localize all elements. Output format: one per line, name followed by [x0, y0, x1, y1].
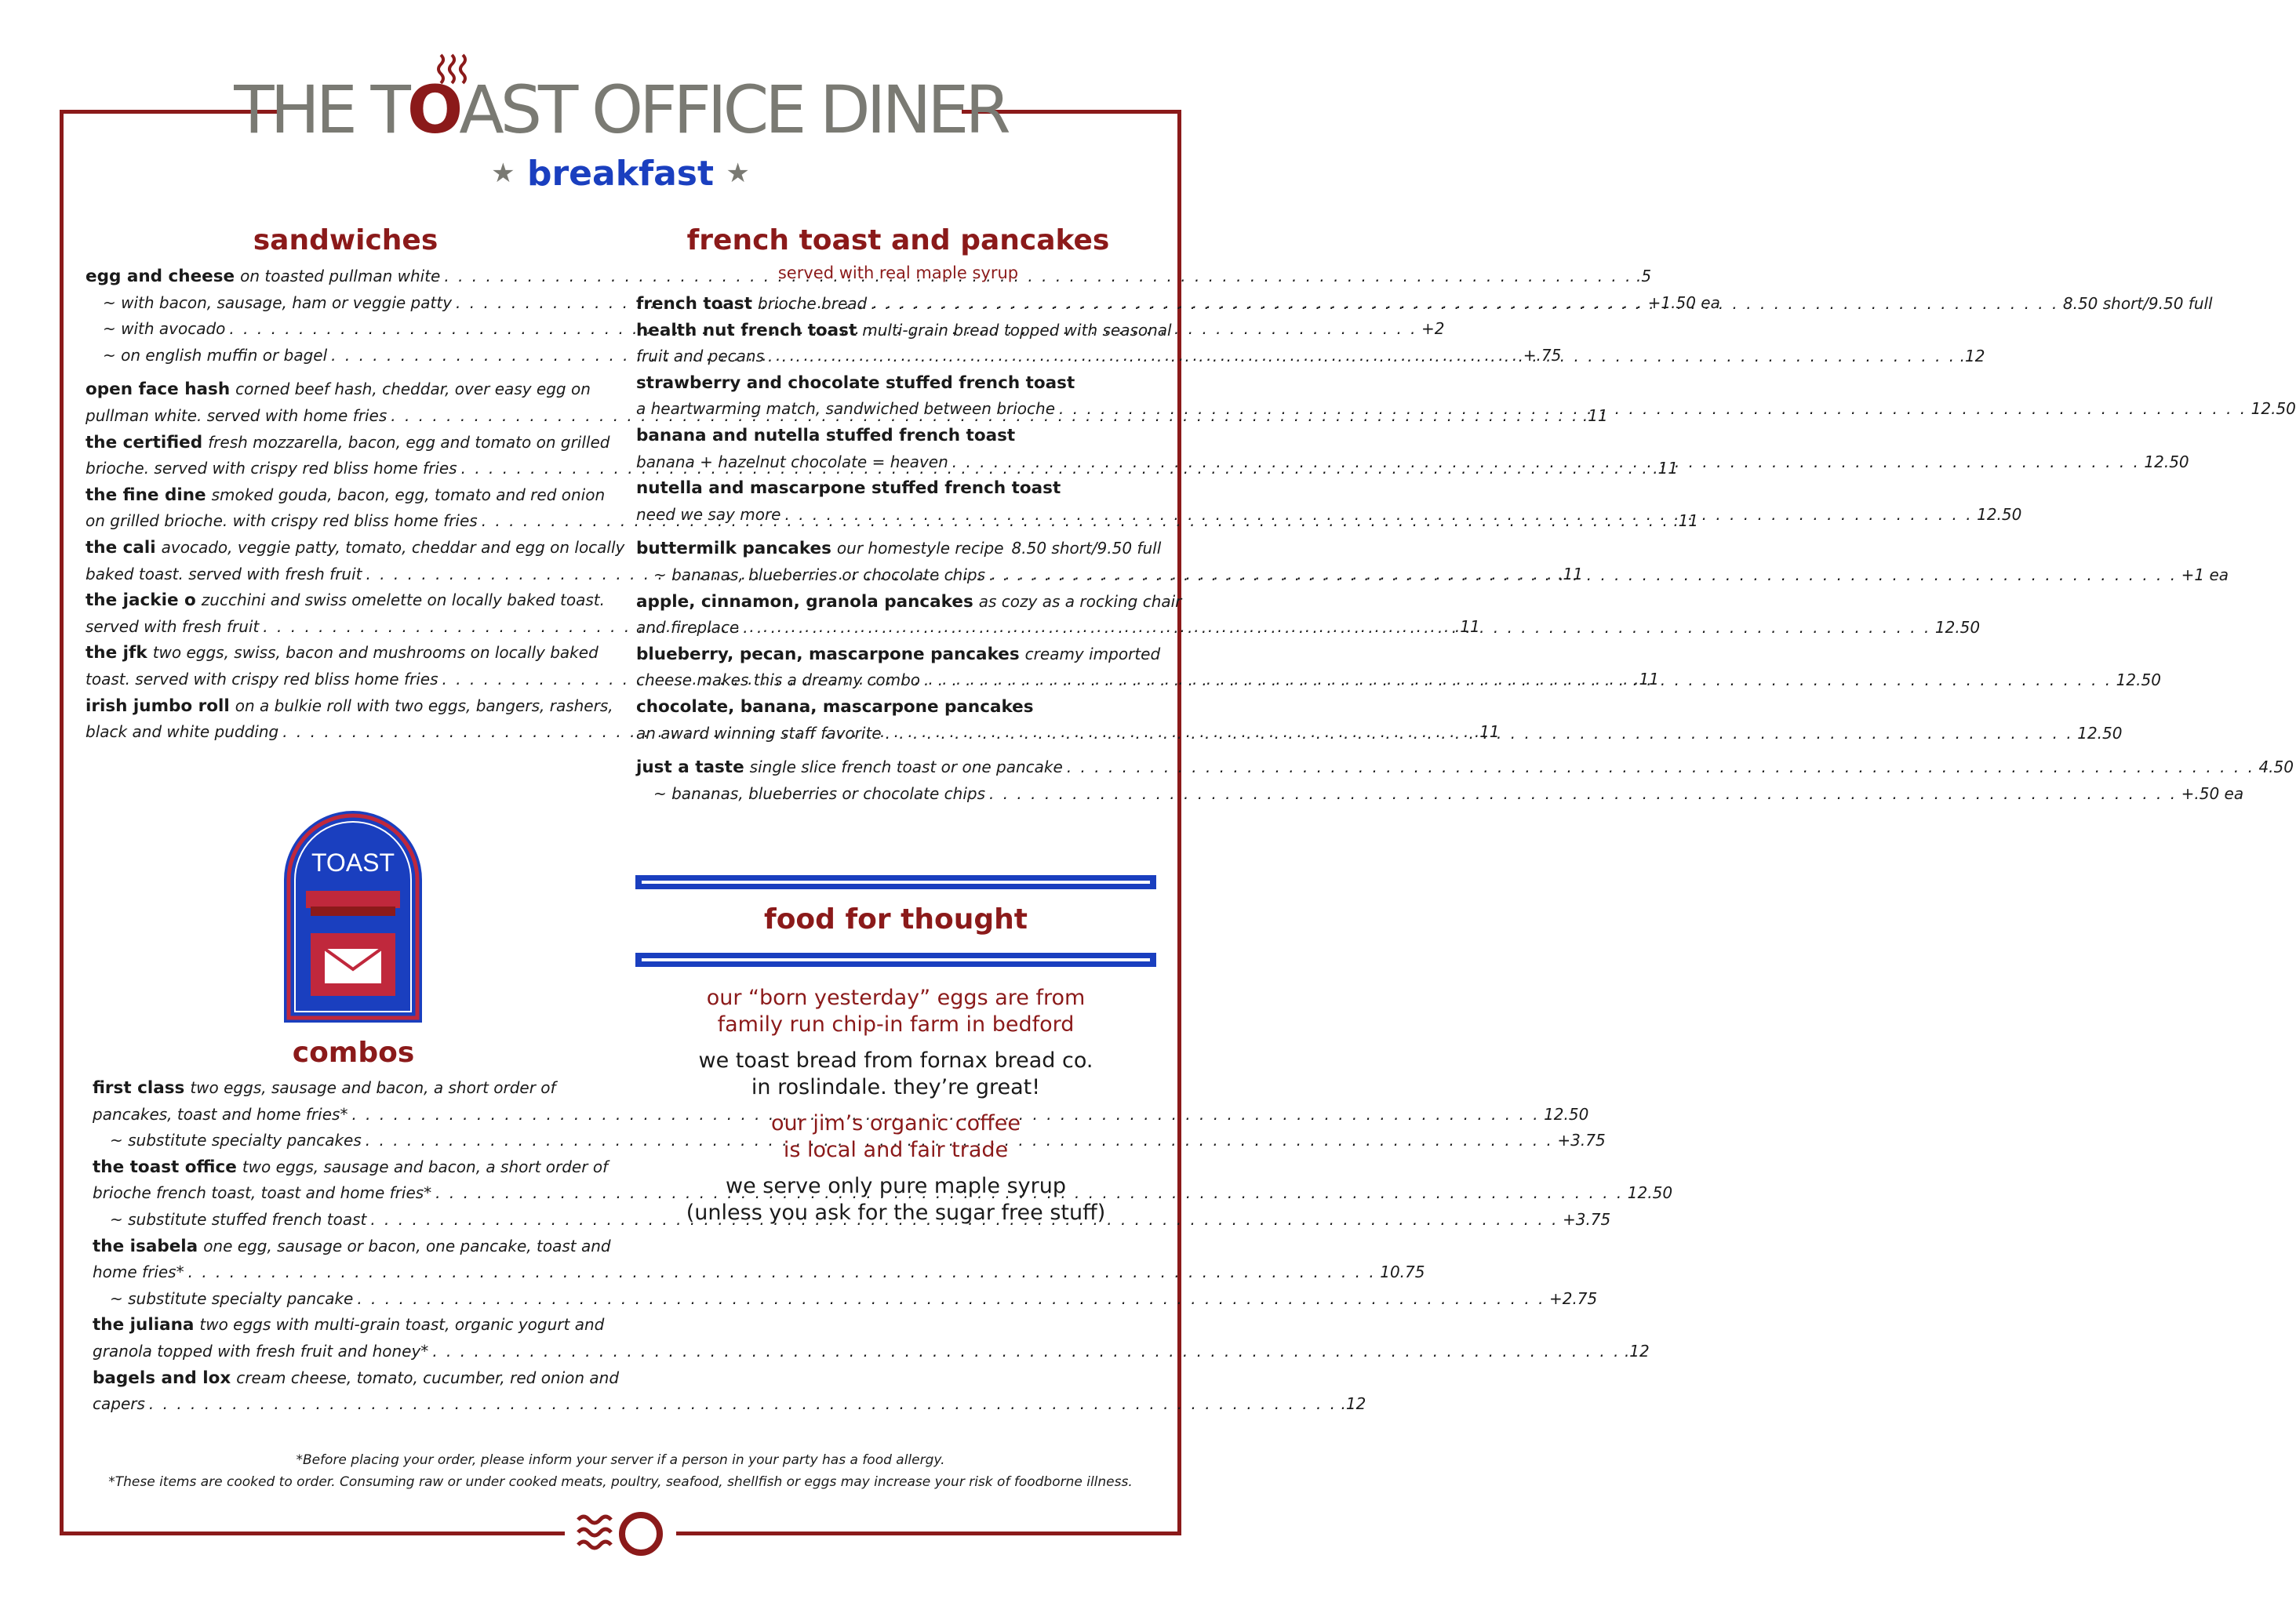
menu-line	[636, 536, 1162, 562]
item-name: the jfk	[86, 643, 147, 663]
menu-line	[93, 1312, 611, 1339]
item-description: served with fresh fruit	[86, 616, 260, 636]
item-price: 8.50 short/9.50 full	[2062, 294, 2213, 313]
item-price: +.75	[1523, 345, 1562, 365]
title-right: AST OFFICE DINER	[459, 71, 1007, 148]
subtitle-text: breakfast	[526, 154, 715, 194]
item-description: smoked gouda, bacon, egg, tomato and red onion	[211, 485, 606, 504]
item-description: ~ with bacon, sausage, ham or veggie patty	[103, 292, 453, 312]
item-price: .5	[1636, 267, 1652, 285]
menu-line	[93, 1259, 1425, 1286]
item-price: +1 ea	[2181, 565, 2229, 584]
item-name: nutella and mascarpone stuffed french toast	[636, 478, 1061, 499]
item-price: .11	[1673, 511, 1699, 531]
menu-subtitle	[0, 154, 1241, 194]
line-gap	[86, 369, 604, 376]
item-name: the isabela	[93, 1236, 198, 1256]
menu-line	[86, 587, 604, 614]
item-description: pancakes, toast and home fries*	[93, 1104, 348, 1124]
item-price: .11	[1653, 459, 1679, 478]
item-description: two eggs, sausage and bacon, a short order of	[190, 1078, 556, 1097]
item-price: .11	[1634, 669, 1659, 689]
fft-heading: food for thought	[764, 903, 1028, 936]
line-gap	[636, 528, 1157, 536]
mailbox-label: TOAST	[311, 848, 395, 877]
allergy-note: *Before placing your order, please inform your server if a person in your party has a food allergy.	[296, 1452, 945, 1468]
item-description: on toasted pullman white	[240, 267, 441, 285]
menu-line	[636, 318, 1172, 344]
fft-body	[635, 985, 1156, 1236]
item-price: 12.50	[2251, 399, 2296, 419]
item-name: the juliana	[93, 1315, 195, 1335]
item-price: .11	[1474, 722, 1500, 742]
item-description: as cozy as a rocking chair	[978, 591, 1182, 611]
menu-line	[86, 376, 604, 403]
item-description: a heartwarming match, sandwiched between brioche	[636, 399, 1056, 419]
dot-leader	[357, 1286, 1545, 1313]
item-price: +3.75	[1557, 1131, 1606, 1150]
item-name: just a taste	[636, 758, 744, 778]
item-description: cream cheese, tomato, cucumber, red onion and	[236, 1368, 620, 1387]
item-price: .12	[1624, 1341, 1650, 1361]
item-price: 12.50	[1977, 504, 2022, 524]
dot-leader	[432, 1339, 1621, 1365]
item-name: bagels and lox	[93, 1368, 231, 1388]
item-description: ~ on english muffin or bagel	[103, 345, 328, 365]
menu-line	[86, 640, 604, 667]
fft-line: we toast bread from fornax bread co.	[698, 1048, 1093, 1073]
fft-paragraph	[635, 1110, 1156, 1164]
menu-line	[86, 535, 625, 561]
item-price: 12.50	[2144, 452, 2189, 471]
french-toast-heading: french toast and pancakes	[686, 224, 1110, 256]
item-price: +.50 ea	[2181, 783, 2244, 803]
dot-leader	[768, 343, 1956, 370]
item-description: ~ substitute stuffed french toast	[110, 1209, 367, 1229]
item-description: corned beef hash, cheddar, over easy egg on	[235, 380, 591, 399]
item-price: 10.75	[1380, 1263, 1425, 1282]
item-description: multi-grain bread topped with seasonal	[862, 320, 1172, 340]
item-name: egg and cheese	[86, 267, 235, 286]
item-name: the toast office	[93, 1157, 237, 1177]
dot-leader	[989, 781, 2178, 808]
item-name: french toast	[636, 294, 753, 314]
menu-line	[93, 1365, 620, 1392]
item-name: banana and nutella stuffed french toast	[636, 425, 1016, 445]
star-icon: ★	[491, 158, 515, 189]
item-description: fresh mozzarella, bacon, egg and tomato on grilled	[208, 432, 610, 452]
item-description: ~ substitute specialty pancakes	[110, 1131, 362, 1150]
item-price: +1.50 ea	[1647, 292, 1720, 312]
item-price: +3.75	[1562, 1209, 1611, 1229]
line-gap	[636, 747, 1157, 754]
fft-line: (unless you ask for the sugar free stuff)	[686, 1201, 1106, 1225]
fft-bottom-bar-stripe	[642, 958, 1150, 961]
menu-line	[93, 1234, 611, 1260]
cooked-note: *These items are cooked to order. Consuming raw or under cooked meats, poultry, seafood, shellfish or eggs may increase your risk of foodborne illness.	[108, 1474, 1133, 1490]
item-description: toast. served with crispy red bliss home fries	[86, 669, 438, 689]
menu-line	[93, 1154, 611, 1181]
item-name: apple, cinnamon, granola pancakes	[636, 591, 973, 612]
fft-line: family run chip-in farm in bedford	[717, 1012, 1075, 1037]
item-description: banana + hazelnut chocolate = heaven	[636, 452, 948, 471]
item-price: .11	[1454, 616, 1480, 636]
dot-leader	[1067, 754, 2255, 781]
star-icon: ★	[726, 158, 750, 189]
item-price: +2.75	[1548, 1288, 1598, 1308]
item-description: ~ bananas, blueberries or chocolate chips	[653, 783, 985, 803]
frame-left	[60, 110, 64, 1535]
item-name: open face hash	[86, 380, 231, 400]
item-name: buttermilk pancakes	[636, 539, 831, 559]
item-description: pullman white. served with home fries	[86, 405, 388, 425]
frame-bottom-right	[676, 1532, 1181, 1535]
item-description: two eggs with multi-grain toast, organic yogurt and	[199, 1315, 605, 1335]
item-description: ~ substitute specialty pancake	[110, 1288, 354, 1308]
item-description: baked toast. served with fresh fruit	[86, 564, 362, 583]
item-name: blueberry, pecan, mascarpone pancakes	[636, 644, 1020, 664]
item-description: home fries*	[93, 1263, 184, 1282]
french-toast-subheading: served with real maple syrup	[777, 263, 1019, 282]
item-price: .11	[1582, 405, 1608, 425]
item-price: 8.50 short/9.50 full	[1011, 539, 1162, 558]
item-description: on a bulkie roll with two eggs, bangers, rashers,	[235, 696, 613, 715]
menu-line	[636, 423, 1157, 449]
item-name: irish jumbo roll	[86, 696, 230, 716]
dot-leader	[886, 721, 2074, 747]
item-description: ~ with avocado	[103, 319, 226, 339]
item-price: 4.50	[2258, 758, 2294, 777]
fft-paragraph	[635, 985, 1156, 1038]
item-description: brioche french toast, toast and home fries*	[93, 1183, 432, 1203]
item-description: one egg, sausage or bacon, one pancake, toast and	[203, 1236, 611, 1255]
menu-line	[86, 693, 613, 720]
menu-line	[93, 1075, 611, 1102]
menu-line	[86, 482, 604, 509]
item-price: .11	[1558, 564, 1583, 583]
item-price: .12	[1959, 347, 1985, 366]
menu-line	[636, 694, 1157, 721]
item-description: two eggs, swiss, bacon and mushrooms on locally baked	[152, 643, 599, 663]
item-name: the fine dine	[86, 485, 206, 505]
menu-line	[86, 430, 610, 456]
menu-line	[93, 1286, 1598, 1313]
dot-leader	[989, 562, 2178, 589]
menu-line	[636, 754, 2294, 781]
menu-line	[636, 589, 1182, 616]
item-description: need we say more	[636, 504, 781, 524]
item-description: single slice french toast or one pancake	[749, 758, 1063, 777]
item-description: black and white pudding	[86, 722, 279, 742]
item-description: brioche bread	[758, 294, 868, 313]
dot-leader	[743, 615, 1931, 641]
item-name: the certified	[86, 432, 203, 452]
diner-title	[0, 71, 1241, 148]
dot-leader	[1059, 396, 2247, 423]
item-name: strawberry and chocolate stuffed french toast	[636, 372, 1075, 393]
item-price: .12	[1341, 1394, 1366, 1414]
dot-leader	[952, 449, 2141, 476]
title-o: O	[406, 71, 460, 148]
fft-line: our jim’s organic coffee	[771, 1111, 1021, 1135]
menu-line	[636, 641, 1161, 668]
item-description: on grilled brioche. with crispy red bliss home fries	[86, 511, 478, 531]
title-left: THE T	[234, 71, 407, 148]
fft-line: our “born yesterday” eggs are from	[706, 986, 1086, 1010]
item-description: fruit and pecans	[636, 347, 765, 366]
menu-line	[636, 781, 2244, 808]
item-price: +2	[1421, 319, 1445, 339]
dot-leader	[149, 1391, 1337, 1418]
item-description: cheese makes this a dreamy combo	[636, 670, 921, 690]
dot-leader	[924, 667, 2112, 694]
fft-top-bar-stripe	[642, 881, 1150, 884]
menu-line	[93, 1339, 1650, 1365]
item-description: creamy imported	[1024, 644, 1161, 663]
item-description: two eggs, sausage and bacon, a short order of	[242, 1157, 609, 1176]
item-description: capers	[93, 1394, 145, 1414]
menu-line	[93, 1391, 1366, 1418]
dot-leader	[871, 291, 2059, 318]
item-price: 12.50	[2077, 723, 2123, 743]
item-price: 12.50	[1934, 618, 1981, 638]
fft-paragraph	[635, 1048, 1156, 1101]
menu-line	[636, 475, 1157, 502]
item-description: zucchini and swiss omelette on locally baked toast.	[201, 590, 605, 610]
dot-leader	[188, 1259, 1377, 1286]
item-name: the jackie o	[86, 590, 196, 611]
fft-paragraph	[635, 1173, 1156, 1226]
item-price: 12.50	[1544, 1104, 1589, 1124]
item-price: 12.50	[2116, 670, 2161, 690]
item-name: the cali	[86, 537, 156, 558]
menu-line	[636, 370, 1157, 397]
item-description: an award winning staff favorite	[636, 723, 882, 743]
diner-logo-icon	[575, 1509, 666, 1559]
frame-bottom-left	[60, 1532, 565, 1535]
item-name: health nut french toast	[636, 320, 857, 340]
fft-line: is local and fair trade	[783, 1138, 1009, 1162]
mailbox-icon	[282, 809, 424, 1024]
item-description: avocado, veggie patty, tomato, cheddar and egg on locally	[161, 537, 625, 557]
item-description: brioche. served with crispy red bliss home fries	[86, 459, 457, 478]
combos-heading: combos	[292, 1037, 415, 1069]
item-price: 12.50	[1627, 1183, 1673, 1203]
dot-leader	[784, 502, 1973, 529]
item-description: and fireplace	[636, 618, 740, 638]
item-description: ~ bananas, blueberries or chocolate chips	[653, 565, 985, 584]
item-name: chocolate, banana, mascarpone pancakes	[636, 696, 1034, 717]
fft-line: we serve only pure maple syrup	[726, 1174, 1066, 1198]
fft-line: in roslindale. they’re great!	[751, 1075, 1041, 1099]
item-name: first class	[93, 1078, 185, 1098]
item-description: our homestyle recipe	[836, 539, 1004, 558]
sandwiches-heading: sandwiches	[253, 224, 438, 256]
item-description: granola topped with fresh fruit and honey*	[93, 1341, 429, 1361]
